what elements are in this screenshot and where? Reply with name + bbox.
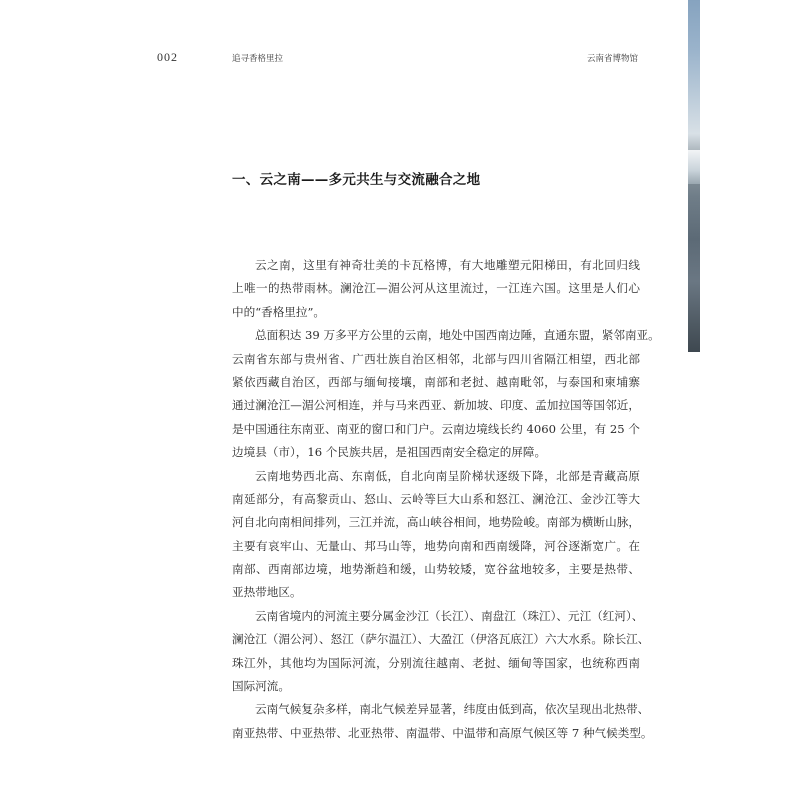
paragraph-line: 中的“香格里拉”。 (232, 304, 326, 319)
paragraph-line: 上唯一的热带雨林。澜沧江—湄公河从这里流过，一江连六国。这里是人们心 (232, 281, 640, 296)
page-number: 002 (157, 50, 178, 64)
paragraph-line: 紧依西藏自治区，西部与缅甸接壤，南部和老挝、越南毗邻，与泰国和柬埔寨 (232, 374, 640, 389)
paragraph-line: 云南省境内的河流主要分属金沙江（长江）、南盘江（珠江）、元江（红河）、 (255, 608, 644, 623)
paragraph-line: 国际河流。 (232, 679, 290, 694)
paragraph-line: 云南省东部与贵州省、广西壮族自治区相邻，北部与四川省隔江相望，西北部 (232, 351, 640, 366)
paragraph-line: 珠江外，其他均为国际河流，分别流往越南、老挝、缅甸等国家，也统称西南 (232, 655, 640, 670)
paragraph-line: 河自北向南相间排列，三江并流，高山峡谷相间，地势险峻。南部为横断山脉， (232, 515, 640, 530)
snow-peak-detail (688, 150, 700, 184)
paragraph-line: 云南气候复杂多样，南北气候差异显著，纬度由低到高，依次呈现出北热带、 (255, 702, 650, 717)
running-title-right: 云南省博物馆 (586, 54, 638, 64)
running-title-left: 追寻香格里拉 (232, 54, 284, 64)
paragraph-line: 总面积达 39 万多平方公里的云南，地处中国西南边陲，直通东盟，紧邻南亚。 (255, 328, 660, 343)
paragraph-line: 南部、西南部边境，地势渐趋和缓，山势较矮，宽谷盆地较多，主要是热带、 (232, 562, 640, 577)
chapter-title: 一、云之南——多元共生与交流融合之地 (232, 172, 481, 188)
paragraph-line: 亚热带地区。 (232, 585, 302, 600)
paragraph-line: 南亚热带、中亚热带、北亚热带、南温带、中温带和高原气候区等 7 种气候类型。 (232, 725, 653, 740)
paragraph-line: 云南地势西北高、东南低，自北向南呈阶梯状逐级下降，北部是青藏高原 (255, 468, 640, 483)
paragraph-line: 主要有哀牢山、无量山、邦马山等，地势向南和西南缓降，河谷逐渐宽广。在 (232, 538, 640, 553)
paragraph-line: 南延部分，有高黎贡山、怒山、云岭等巨大山系和怒江、澜沧江、金沙江等大 (232, 491, 640, 506)
paragraph-line: 边境县（市），16 个民族共居，是祖国西南安全稳定的屏障。 (232, 445, 547, 460)
paragraph-line: 通过澜沧江—湄公河相连，并与马来西亚、新加坡、印度、孟加拉国等国邻近， (232, 398, 640, 413)
paragraph-line: 是中国通往东南亚、南亚的窗口和门户。云南边境线长约 4060 公里，有 25 个 (232, 421, 640, 436)
mountain-photo-edge (688, 0, 700, 352)
body-text (232, 254, 660, 745)
paragraph-line: 澜沧江（湄公河）、怒江（萨尔温江）、大盈江（伊洛瓦底江）六大水系。除长江、 (232, 632, 650, 647)
paragraph-line: 云之南，这里有神奇壮美的卡瓦格博，有大地雕塑元阳梯田，有北回归线 (255, 258, 640, 272)
